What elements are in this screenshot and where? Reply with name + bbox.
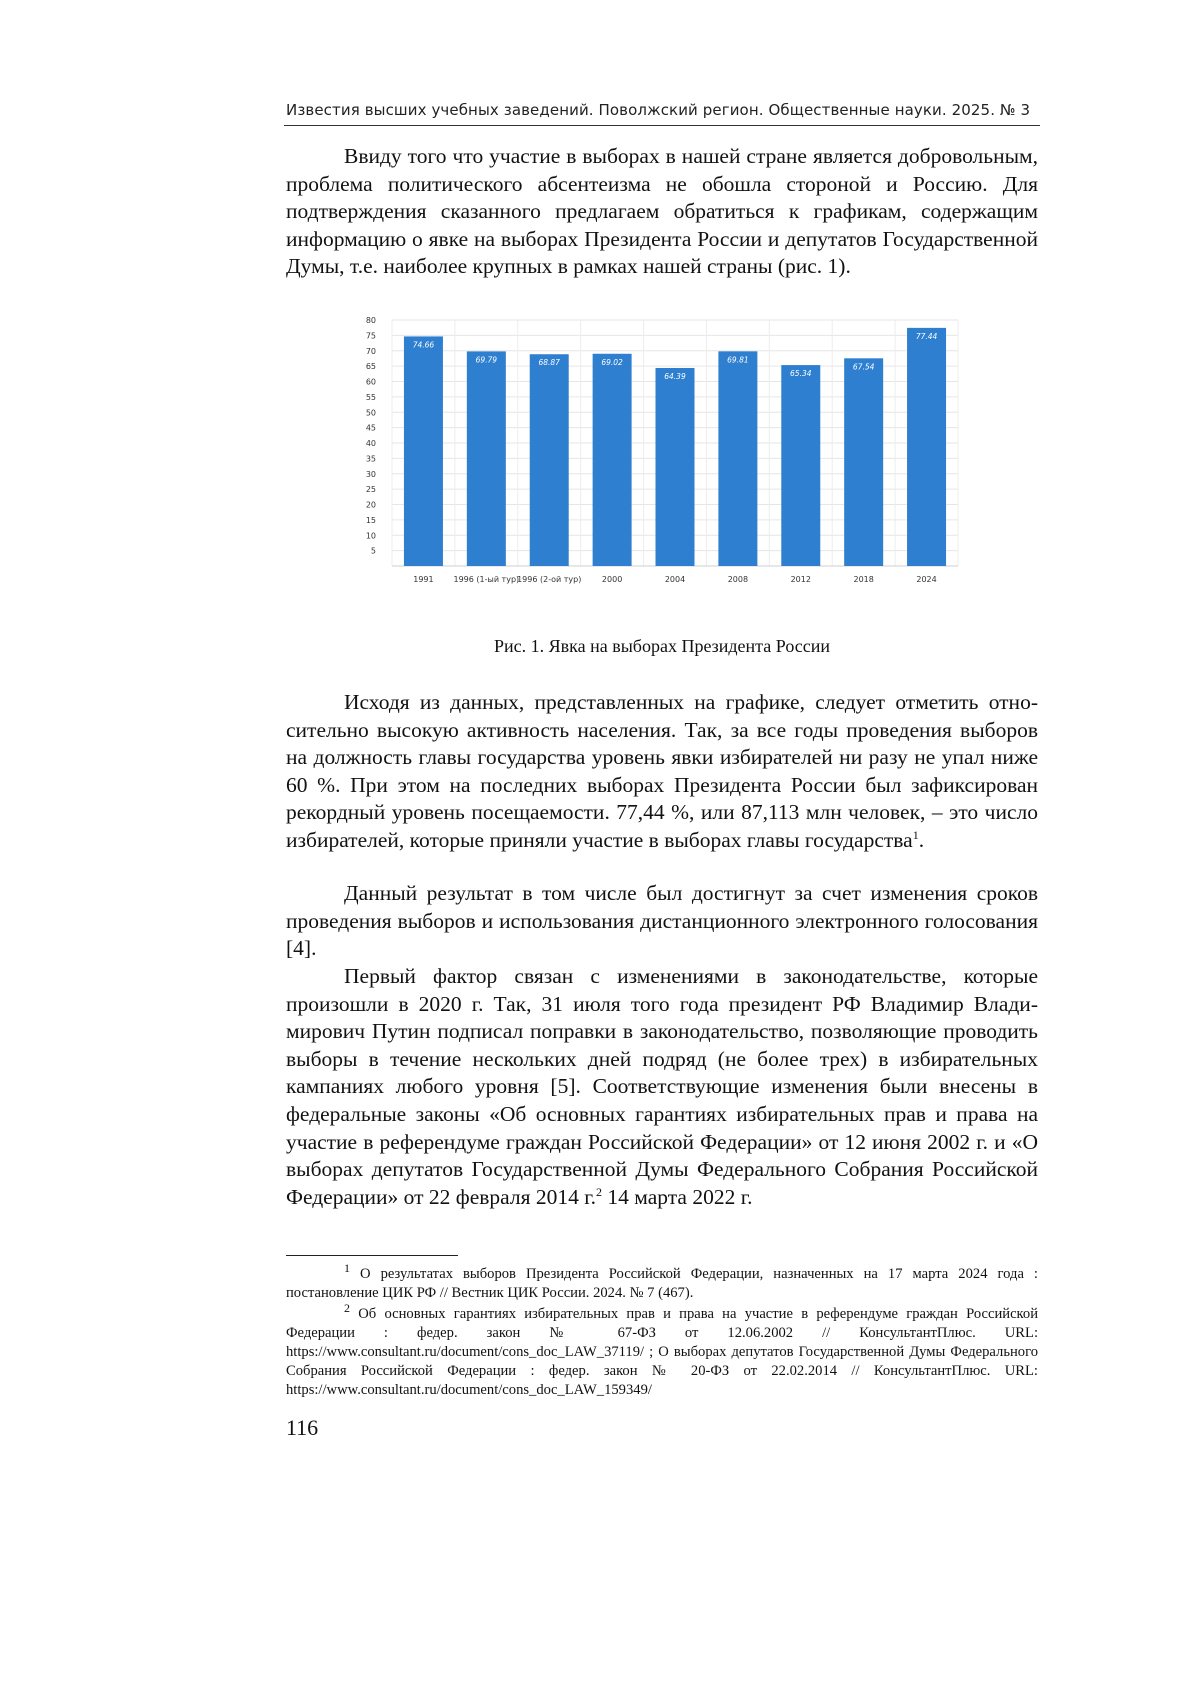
- x-tick-label: 2012: [790, 575, 811, 584]
- footnote-ref-1[interactable]: 1: [912, 827, 919, 842]
- y-tick-label: 50: [365, 408, 376, 418]
- x-tick-label: 2008: [727, 575, 749, 584]
- bar-value-label: 65.34: [790, 369, 812, 379]
- bar: [718, 351, 757, 566]
- y-tick-label: 55: [365, 392, 376, 402]
- footnote-2-text: Об основных гарантиях избирательных прав и права на участие в референдуме граждан Российской Федерации : федер. закон № 67-ФЗ от 12.06.2002 // КонсультантПлюс. URL: https://www.consultant.ru/document/cons_doc_LAW_37119/ ; О выборах депутатов Государственной Думы Федерального Собрания Российской Федерации : федер. закон № 20-ФЗ от 22.02.2014 // КонсультантПлюс. URL: https://www.consultant.ru/document/cons_doc_LAW_159349/: [286, 1306, 1038, 1398]
- footnote-1: [286, 1261, 1038, 1303]
- y-tick-label: 10: [365, 531, 376, 541]
- x-tick-label: 2024: [916, 575, 937, 584]
- paragraph-factor: [286, 963, 1038, 1211]
- paragraph-result: Данный результат в том числе был достигнут за счет изменения сроков проведения выборов и использования дистанционного электронного голосования [4].: [286, 881, 1038, 961]
- bar-value-label: 77.44: [915, 331, 938, 341]
- y-tick-label: 15: [365, 515, 376, 525]
- bar: [844, 358, 883, 566]
- bar-value-label: 64.39: [664, 372, 686, 382]
- footnote-mark-2: 2: [344, 1301, 350, 1316]
- bar: [467, 351, 506, 566]
- x-tick-label: 2000: [601, 575, 623, 584]
- footnote-1-text: О результатах выборов Президента Российской Федерации, назначенных на 17 марта 2024 года : постановление ЦИК РФ // Вестник ЦИК России. 2024. № 7 (467).: [286, 1266, 1038, 1301]
- bar-value-label: 74.66: [412, 340, 435, 350]
- bar-value-label: 68.87: [538, 358, 560, 368]
- y-tick-label: 25: [365, 485, 376, 495]
- footnote-rule: [286, 1255, 458, 1256]
- y-tick-label: 30: [365, 469, 376, 479]
- y-tick-label: 80: [365, 316, 376, 325]
- x-tick-label: 2018: [853, 575, 874, 584]
- y-tick-label: 60: [365, 377, 376, 387]
- y-tick-label: 65: [365, 362, 376, 372]
- turnout-bar-chart: [360, 312, 980, 612]
- running-head: Известия высших учебных заведений. Поволжский регион. Общественные науки. 2025. № 3: [286, 101, 1031, 119]
- footnote-mark-1: 1: [344, 1261, 350, 1276]
- y-tick-label: 35: [365, 454, 376, 464]
- y-tick-label: 75: [365, 331, 376, 341]
- x-tick-label: 1996 (2-ой тур): [517, 575, 582, 584]
- footnote-ref-2[interactable]: 2: [596, 1184, 603, 1199]
- footnote-2: [286, 1301, 1038, 1400]
- page-number: 116: [286, 1415, 319, 1440]
- bar: [530, 354, 569, 566]
- x-tick-label: 1991: [413, 575, 434, 584]
- bar-value-label: 67.54: [852, 362, 875, 372]
- y-tick-label: 70: [365, 346, 376, 356]
- header-rule: [284, 125, 1040, 126]
- paragraph-factor-text: Первый фактор связан с изменениями в законодательстве, которые произошли в 2020 г. Так, 31 июля того года президент РФ Владимир Владимирович Путин подписал поправки в законодательство, позволяющие проводить выборы в течение нескольких дней подряд (не более трех) в избирательных кампаниях любого уровня [5]. Соответствующие изменения были внесены в федеральные законы «Об основных гарантиях избирательных прав и права на участие в референдуме граждан Российской Федерации» от 12 июня 2002 г. и «О выборах депутатов Государственной Думы Федерального Собрания Российской Федерации» от 22 февраля 2014 г.: [286, 964, 1038, 1209]
- figure-caption: Рис. 1. Явка на выборах Президента России: [493, 636, 831, 656]
- paragraph-intro: Ввиду того что участие в выборах в нашей стране является добровольным, проблема политического абсентеизма не обошла стороной и Россию. Для подтверждения сказанного предлагаем обратиться к графикам, содержащим информацию о явке на выборах Президента России и депутатов Государственной Думы, т.е. наиболее крупных в рамках нашей страны (рис. 1).: [286, 144, 1038, 279]
- bar-value-label: 69.81: [727, 355, 749, 365]
- y-tick-label: 20: [365, 500, 376, 510]
- bar: [907, 328, 946, 566]
- paragraph-analysis-text: Исходя из данных, представленных на графике, следует отметить относительно высокую активность населения. Так, за все годы проведения выборов на должность главы государства уровень явки избирателей ни разу не упал ниже 60 %. При этом на последних выборах Президента России был зафиксирован рекордный уровень посещаемости. 77,44 %, или 87,113 млн человек, – это число избирателей, которые приняли участие в выборах главы государства: [286, 690, 1038, 852]
- paragraph-factor-tail: 14 марта 2022 г.: [602, 1184, 753, 1209]
- x-tick-label: 2004: [664, 575, 686, 584]
- figure-chart: [360, 312, 980, 612]
- bar-value-label: 69.79: [475, 355, 498, 365]
- x-tick-label: 1996 (1-ый тур): [453, 575, 520, 584]
- bar: [593, 354, 632, 566]
- y-tick-label: 5: [370, 546, 376, 556]
- bar: [404, 336, 443, 566]
- bar: [656, 368, 695, 566]
- bar: [781, 365, 820, 566]
- paragraph-analysis: Исходя из данных, представленных на графике, следует отметить относительно высокую активность населения. Так, за все годы проведения выборов на должность главы государства уровень явки избирателей ни разу не упал ниже 60 %. При этом на последних выборах Президента России был зафиксирован рекордный уровень посещаемости. 77,44 %, или 87,113 млн человек, – это число избирателей, которые приняли участие в выборах главы государства$^1$.: [286, 690, 1038, 852]
- bar-value-label: 69.02: [601, 357, 623, 367]
- y-tick-label: 45: [365, 423, 376, 433]
- y-tick-label: 40: [365, 439, 376, 448]
